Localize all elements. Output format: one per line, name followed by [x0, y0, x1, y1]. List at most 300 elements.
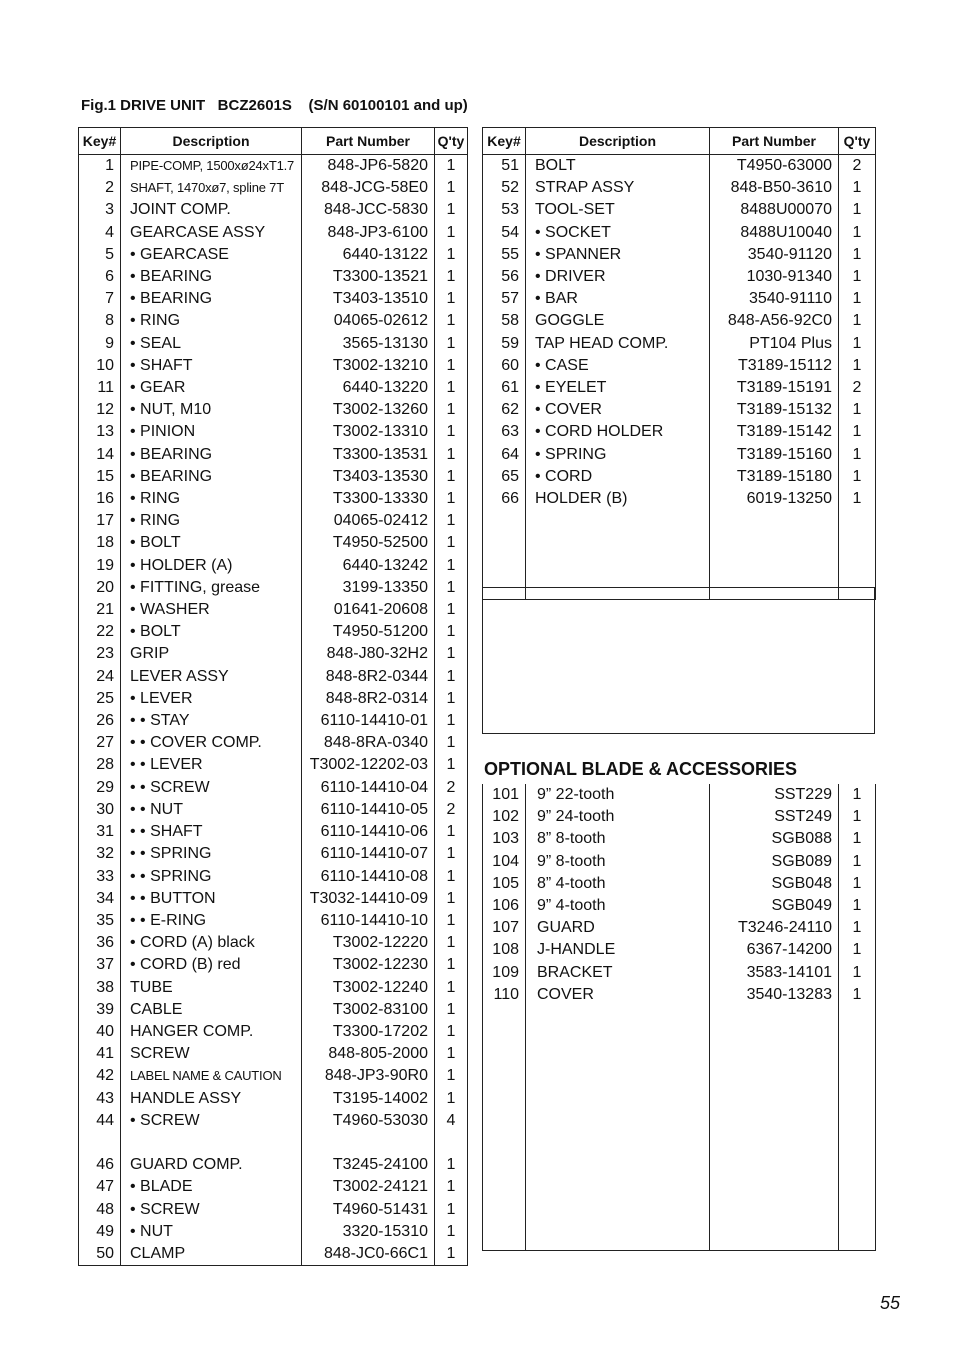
description-cell: • BOLT: [121, 532, 302, 554]
description-cell: • NUT: [121, 1221, 302, 1243]
key-cell: 22: [79, 621, 121, 643]
part-number-cell: [710, 1161, 839, 1183]
part-number-cell: 848-JP6-5820: [302, 155, 435, 178]
qty-cell: 1: [839, 895, 876, 917]
description-cell: • BEARING: [121, 466, 302, 488]
qty-cell: 1: [435, 1065, 468, 1087]
part-number-cell: 3540-91110: [710, 288, 839, 310]
table-row: [483, 1206, 876, 1228]
part-number-cell: T3189-15112: [710, 355, 839, 377]
table-row: [79, 888, 468, 910]
qty-cell: [839, 1228, 876, 1251]
description-cell: • SCREW: [121, 1199, 302, 1221]
key-cell: 65: [483, 466, 526, 488]
description-cell: • CORD HOLDER: [526, 421, 710, 443]
part-number-cell: T3002-12202-03: [302, 754, 435, 776]
part-number-cell: 848-JCG-58E0: [302, 177, 435, 199]
part-number-cell: 6440-13242: [302, 555, 435, 577]
qty-cell: 1: [435, 288, 468, 310]
key-cell: 47: [79, 1176, 121, 1198]
part-number-cell: [710, 532, 839, 554]
table-row: [79, 1221, 468, 1243]
description-cell: • CORD: [526, 466, 710, 488]
description-cell: • DRIVER: [526, 266, 710, 288]
part-number-cell: SST249: [710, 806, 839, 828]
key-cell: 50: [79, 1243, 121, 1266]
table-row: [483, 466, 876, 488]
key-cell: 43: [79, 1088, 121, 1110]
qty-cell: 1: [435, 888, 468, 910]
key-cell: 3: [79, 199, 121, 221]
optional-section-title: OPTIONAL BLADE & ACCESSORIES: [484, 759, 798, 779]
table-row: [79, 222, 468, 244]
key-cell: 55: [483, 244, 526, 266]
key-cell: 23: [79, 643, 121, 665]
part-number-cell: T4950-52500: [302, 532, 435, 554]
part-number-cell: SGB048: [710, 873, 839, 895]
table-row: [79, 1243, 468, 1266]
key-cell: 1: [79, 155, 121, 178]
part-number-cell: T3246-24110: [710, 917, 839, 939]
qty-cell: 1: [839, 266, 876, 288]
table-row: [483, 199, 876, 221]
table-row: [483, 1006, 876, 1028]
part-number-cell: SGB088: [710, 828, 839, 850]
part-number-cell: T4950-51200: [302, 621, 435, 643]
table-row: [79, 1154, 468, 1176]
qty-cell: 1: [435, 532, 468, 554]
qty-cell: 1: [839, 984, 876, 1006]
description-cell: • RING: [121, 488, 302, 510]
table-row: [483, 355, 876, 377]
qty-cell: 1: [435, 754, 468, 776]
description-cell: STRAP ASSY: [526, 177, 710, 199]
part-number-cell: T3195-14002: [302, 1088, 435, 1110]
description-cell: • • E-RING: [121, 910, 302, 932]
part-number-cell: T3189-15180: [710, 466, 839, 488]
qty-cell: [839, 1206, 876, 1228]
key-cell: 62: [483, 399, 526, 421]
description-cell: SCREW: [121, 1043, 302, 1065]
qty-cell: 1: [435, 821, 468, 843]
part-number-cell: T3403-13510: [302, 288, 435, 310]
description-cell: [526, 1184, 710, 1206]
table-row: [483, 1139, 876, 1161]
qty-cell: 2: [435, 799, 468, 821]
key-cell: 61: [483, 377, 526, 399]
qty-cell: 2: [839, 155, 876, 178]
description-cell: HOLDER (B): [526, 488, 710, 510]
key-cell: [483, 532, 526, 554]
qty-cell: [839, 1006, 876, 1028]
part-number-cell: 848-8RA-0340: [302, 732, 435, 754]
description-cell: • SPRING: [526, 444, 710, 466]
part-number-cell: 6110-14410-04: [302, 777, 435, 799]
table-row: [79, 288, 468, 310]
key-cell: 44: [79, 1110, 121, 1132]
blank-box: [482, 587, 875, 734]
qty-cell: 1: [839, 784, 876, 806]
table-row: [483, 177, 876, 199]
table-row: [79, 777, 468, 799]
qty-cell: 1: [435, 1176, 468, 1198]
header-qty: Q'ty: [839, 128, 876, 155]
key-cell: 66: [483, 488, 526, 510]
header-key: Key#: [79, 128, 121, 155]
table-row: [79, 1065, 468, 1087]
part-number-cell: T3002-24121: [302, 1176, 435, 1198]
key-cell: 19: [79, 555, 121, 577]
page-number: 55: [880, 1293, 901, 1313]
table-row: [79, 754, 468, 776]
table-row: [483, 266, 876, 288]
part-number-cell: 3540-91120: [710, 244, 839, 266]
key-cell: 13: [79, 421, 121, 443]
qty-cell: 1: [435, 333, 468, 355]
description-cell: 8” 8-tooth: [526, 828, 710, 850]
table-row: [483, 310, 876, 332]
part-number-cell: T3002-12230: [302, 954, 435, 976]
qty-cell: [839, 1161, 876, 1183]
part-number-cell: [710, 1117, 839, 1139]
key-cell: 39: [79, 999, 121, 1021]
key-cell: [483, 1028, 526, 1050]
description-cell: LEVER ASSY: [121, 666, 302, 688]
key-cell: 28: [79, 754, 121, 776]
table-row: [483, 806, 876, 828]
table-row: [79, 666, 468, 688]
key-cell: 54: [483, 222, 526, 244]
part-number-cell: 848-A56-92C0: [710, 310, 839, 332]
key-cell: 35: [79, 910, 121, 932]
part-number-cell: T3403-13530: [302, 466, 435, 488]
qty-cell: 1: [435, 732, 468, 754]
part-number-cell: 848-JP3-90R0: [302, 1065, 435, 1087]
part-number-cell: T3245-24100: [302, 1154, 435, 1176]
qty-cell: 1: [839, 851, 876, 873]
key-cell: 107: [483, 917, 526, 939]
part-number-cell: 848-JCC-5830: [302, 199, 435, 221]
qty-cell: 1: [435, 1221, 468, 1243]
key-cell: 38: [79, 977, 121, 999]
qty-cell: 1: [435, 244, 468, 266]
key-cell: 9: [79, 333, 121, 355]
description-cell: • CORD (B) red: [121, 954, 302, 976]
description-cell: • • STAY: [121, 710, 302, 732]
qty-cell: 1: [839, 310, 876, 332]
qty-cell: 1: [435, 310, 468, 332]
key-cell: [483, 1006, 526, 1028]
table-row: [79, 510, 468, 532]
description-cell: • FITTING, grease: [121, 577, 302, 599]
part-number-cell: SGB049: [710, 895, 839, 917]
qty-cell: 1: [435, 843, 468, 865]
part-number-cell: [710, 1073, 839, 1095]
table-row: [79, 444, 468, 466]
table-row: [483, 333, 876, 355]
description-cell: GUARD COMP.: [121, 1154, 302, 1176]
table-row: [79, 333, 468, 355]
part-number-cell: T3300-13521: [302, 266, 435, 288]
table-row: [483, 532, 876, 554]
description-cell: 9” 24-tooth: [526, 806, 710, 828]
table-row: [483, 939, 876, 961]
key-cell: 59: [483, 333, 526, 355]
qty-cell: [839, 1050, 876, 1072]
qty-cell: 1: [839, 806, 876, 828]
table-row: [79, 932, 468, 954]
key-cell: [483, 1050, 526, 1072]
part-number-cell: 8488U00070: [710, 199, 839, 221]
key-cell: 40: [79, 1021, 121, 1043]
table-row: [79, 1199, 468, 1221]
table-row: [79, 599, 468, 621]
qty-cell: 1: [435, 199, 468, 221]
part-number-cell: T3300-13330: [302, 488, 435, 510]
part-number-cell: T3032-14410-09: [302, 888, 435, 910]
table-row: [79, 488, 468, 510]
description-cell: • COVER: [526, 399, 710, 421]
key-cell: 102: [483, 806, 526, 828]
qty-cell: 1: [839, 244, 876, 266]
key-cell: 15: [79, 466, 121, 488]
part-number-cell: 8488U10040: [710, 222, 839, 244]
part-number-cell: T4960-51431: [302, 1199, 435, 1221]
description-cell: [526, 1161, 710, 1183]
description-cell: • EYELET: [526, 377, 710, 399]
qty-cell: 1: [435, 155, 468, 178]
table-row: [483, 1117, 876, 1139]
qty-cell: 1: [839, 828, 876, 850]
part-number-cell: T3002-12240: [302, 977, 435, 999]
description-cell: • PINION: [121, 421, 302, 443]
part-number-cell: [710, 555, 839, 577]
table-row: [79, 954, 468, 976]
table-row: [483, 510, 876, 532]
key-cell: 52: [483, 177, 526, 199]
key-cell: 56: [483, 266, 526, 288]
qty-cell: 1: [435, 444, 468, 466]
key-cell: 53: [483, 199, 526, 221]
description-cell: SHAFT, 1470xø7, spline 7T: [121, 177, 302, 199]
optional-table-body: [483, 784, 876, 1251]
table-row: [483, 1184, 876, 1206]
description-cell: 9” 22-tooth: [526, 784, 710, 806]
table-row: [79, 843, 468, 865]
part-number-cell: 6367-14200: [710, 939, 839, 961]
qty-cell: 1: [435, 999, 468, 1021]
key-cell: 7: [79, 288, 121, 310]
qty-cell: 1: [435, 910, 468, 932]
key-cell: 16: [79, 488, 121, 510]
description-cell: • • COVER COMP.: [121, 732, 302, 754]
part-number-cell: 3583-14101: [710, 962, 839, 984]
description-cell: • • SPRING: [121, 866, 302, 888]
part-number-cell: [710, 510, 839, 532]
key-cell: [483, 1206, 526, 1228]
key-cell: 25: [79, 688, 121, 710]
description-cell: • BOLT: [121, 621, 302, 643]
qty-cell: 1: [839, 421, 876, 443]
description-cell: [526, 532, 710, 554]
part-number-cell: T4950-63000: [710, 155, 839, 178]
qty-cell: 1: [435, 977, 468, 999]
parts-table-left: [78, 127, 468, 1266]
qty-cell: 1: [435, 866, 468, 888]
key-cell: 26: [79, 710, 121, 732]
key-cell: 37: [79, 954, 121, 976]
header-part-number: Part Number: [302, 128, 435, 155]
table-row: [483, 555, 876, 577]
qty-cell: [839, 555, 876, 577]
part-number-cell: 04065-02412: [302, 510, 435, 532]
part-number-cell: T3300-13531: [302, 444, 435, 466]
description-cell: • SPANNER: [526, 244, 710, 266]
qty-cell: 1: [839, 917, 876, 939]
table-row: [79, 310, 468, 332]
key-cell: 18: [79, 532, 121, 554]
key-cell: 29: [79, 777, 121, 799]
part-number-cell: 1030-91340: [710, 266, 839, 288]
description-cell: J-HANDLE: [526, 939, 710, 961]
description-cell: • • BUTTON: [121, 888, 302, 910]
qty-cell: 2: [435, 777, 468, 799]
table-row: [79, 355, 468, 377]
description-cell: • WASHER: [121, 599, 302, 621]
table-row: [79, 621, 468, 643]
qty-cell: 1: [435, 621, 468, 643]
description-cell: • • LEVER: [121, 754, 302, 776]
key-cell: 34: [79, 888, 121, 910]
key-cell: 109: [483, 962, 526, 984]
qty-cell: [839, 1073, 876, 1095]
qty-cell: 1: [839, 444, 876, 466]
part-number-cell: 848-JC0-66C1: [302, 1243, 435, 1266]
qty-cell: 1: [435, 710, 468, 732]
part-number-cell: T3002-13310: [302, 421, 435, 443]
figure-title: Fig.1 DRIVE UNIT BCZ2601S (S/N 60100101 and up): [81, 97, 468, 114]
qty-cell: 1: [839, 288, 876, 310]
qty-cell: 1: [839, 399, 876, 421]
part-number-cell: T3189-15142: [710, 421, 839, 443]
description-cell: • BEARING: [121, 288, 302, 310]
qty-cell: 1: [435, 466, 468, 488]
description-cell: • HOLDER (A): [121, 555, 302, 577]
key-cell: [483, 1184, 526, 1206]
optional-parts-table: [482, 784, 876, 1251]
key-cell: 21: [79, 599, 121, 621]
description-cell: HANDLE ASSY: [121, 1088, 302, 1110]
table-row: [79, 1021, 468, 1043]
description-cell: [526, 1117, 710, 1139]
description-cell: [526, 1139, 710, 1161]
description-cell: 9” 8-tooth: [526, 851, 710, 873]
qty-cell: 1: [435, 1088, 468, 1110]
part-number-cell: SST229: [710, 784, 839, 806]
description-cell: • SCREW: [121, 1110, 302, 1132]
table-row: [483, 444, 876, 466]
part-number-cell: 01641-20608: [302, 599, 435, 621]
key-cell: 30: [79, 799, 121, 821]
description-cell: GOGGLE: [526, 310, 710, 332]
qty-cell: 1: [435, 577, 468, 599]
part-number-cell: 3199-13350: [302, 577, 435, 599]
description-cell: TOOL-SET: [526, 199, 710, 221]
table-row: [483, 1095, 876, 1117]
part-number-cell: [710, 1006, 839, 1028]
header-key: Key#: [483, 128, 526, 155]
part-number-cell: 848-J80-32H2: [302, 643, 435, 665]
description-cell: • GEAR: [121, 377, 302, 399]
table-row: [483, 895, 876, 917]
key-cell: [483, 1117, 526, 1139]
description-cell: [526, 1073, 710, 1095]
table-row: [79, 266, 468, 288]
key-cell: 110: [483, 984, 526, 1006]
description-cell: • SHAFT: [121, 355, 302, 377]
key-cell: 46: [79, 1154, 121, 1176]
part-number-cell: T3002-12220: [302, 932, 435, 954]
qty-cell: 1: [435, 1154, 468, 1176]
description-cell: GEARCASE ASSY: [121, 222, 302, 244]
qty-cell: 1: [435, 421, 468, 443]
table-row: [483, 421, 876, 443]
part-number-cell: [710, 1050, 839, 1072]
key-cell: 27: [79, 732, 121, 754]
part-number-cell: 6110-14410-08: [302, 866, 435, 888]
table-row: [483, 488, 876, 510]
key-cell: 6: [79, 266, 121, 288]
key-cell: 58: [483, 310, 526, 332]
description-cell: [526, 1050, 710, 1072]
key-cell: 64: [483, 444, 526, 466]
key-cell: [483, 1073, 526, 1095]
description-cell: 8” 4-tooth: [526, 873, 710, 895]
key-cell: 31: [79, 821, 121, 843]
part-number-cell: 3565-13130: [302, 333, 435, 355]
key-cell: 49: [79, 1221, 121, 1243]
table-row: [79, 199, 468, 221]
qty-cell: 1: [839, 873, 876, 895]
table-row: [483, 828, 876, 850]
key-cell: 105: [483, 873, 526, 895]
qty-cell: 1: [435, 1043, 468, 1065]
part-number-cell: 6440-13122: [302, 244, 435, 266]
qty-cell: 1: [435, 355, 468, 377]
description-cell: TAP HEAD COMP.: [526, 333, 710, 355]
key-cell: 41: [79, 1043, 121, 1065]
table-row: [79, 1043, 468, 1065]
table-row: [79, 1132, 468, 1154]
table-row: [79, 377, 468, 399]
description-cell: • SOCKET: [526, 222, 710, 244]
qty-cell: 1: [839, 939, 876, 961]
part-number-cell: T3300-17202: [302, 1021, 435, 1043]
key-cell: 60: [483, 355, 526, 377]
table-row: [79, 866, 468, 888]
qty-cell: 1: [435, 222, 468, 244]
part-number-cell: 6019-13250: [710, 488, 839, 510]
description-cell: • NUT, M10: [121, 399, 302, 421]
part-number-cell: 3540-13283: [710, 984, 839, 1006]
description-cell: • • SHAFT: [121, 821, 302, 843]
description-cell: • BAR: [526, 288, 710, 310]
qty-cell: 1: [435, 1021, 468, 1043]
part-number-cell: 848-B50-3610: [710, 177, 839, 199]
part-number-cell: [710, 1206, 839, 1228]
part-number-cell: PT104 Plus: [710, 333, 839, 355]
header-part-number: Part Number: [710, 128, 839, 155]
